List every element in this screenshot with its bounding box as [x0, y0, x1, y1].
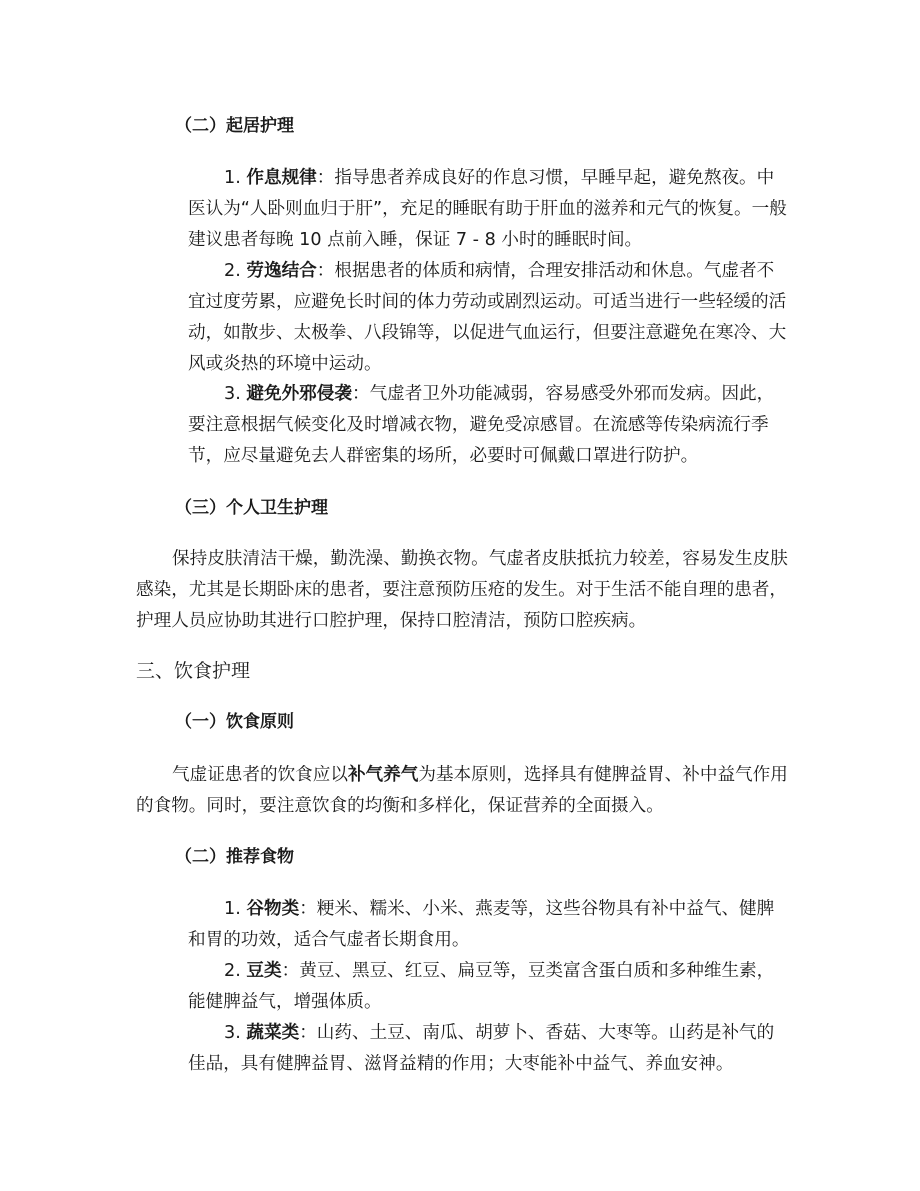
item-text: 指导患者养成良好的作息习惯，早睡早起，避免熬夜。中医认为“人卧则血归于肝”，充足的睡眠有助于肝血的滋养和元气的恢复。一般建议患者每晚 10 点前入睡，保证 7 - 8 小时的睡眠时间。: [188, 168, 787, 250]
principle-text-bold: 补气养气: [347, 765, 419, 785]
item-separator: ：: [299, 1023, 317, 1043]
item-separator: ：: [299, 899, 317, 919]
section-heading-diet-principles: （一）饮食原则: [175, 712, 294, 732]
item-number: 3.: [224, 384, 241, 404]
item-text: 山药、土豆、南瓜、胡萝卜、香菇、大枣等。山药是补气的佳品，具有健脾益胃、滋肾益精的作用；大枣能补中益气、养血安神。: [188, 1023, 775, 1074]
item-term: 豆类: [246, 961, 282, 981]
item-text: 气虚者卫外功能减弱，容易感受外邪而发病。因此，要注意根据气候变化及时增减衣物，避免受凉感冒。在流感等传染病流行季节，应尽量避免去人群密集的场所，必要时可佩戴口罩进行防护。: [188, 384, 775, 466]
diet-principles-paragraph: [136, 760, 788, 822]
item-separator: ：: [351, 384, 370, 404]
section-heading-hygiene-care: （三）个人卫生护理: [175, 498, 328, 518]
item-term: 避免外邪侵袭: [246, 384, 352, 404]
item-number: 2.: [224, 961, 241, 981]
item-separator: ：: [316, 168, 335, 188]
principle-text-pre: 气虚证患者的饮食应以: [172, 765, 348, 785]
item-term: 作息规律: [246, 168, 317, 188]
section-heading-recommended-foods: （二）推荐食物: [175, 847, 294, 867]
item-term: 劳逸结合: [246, 261, 317, 281]
section-title-diet-care: 三、饮食护理: [136, 660, 251, 682]
item-number: 1.: [224, 168, 241, 188]
item-number: 3.: [224, 1023, 241, 1043]
item-text: 黄豆、黑豆、红豆、扁豆等，豆类富含蛋白质和多种维生素，能健脾益气，增强体质。: [188, 961, 775, 1012]
item-separator: ：: [316, 261, 335, 281]
item-text: 根据患者的体质和病情，合理安排活动和休息。气虚者不宜过度劳累，应避免长时间的体力劳动或剧烈运动。可适当进行一些轻缓的活动，如散步、太极拳、八段锦等，以促进气血运行，但要注意避免在寒冷、大风或炎热的环境中运动。: [188, 261, 787, 374]
item-term: 蔬菜类: [246, 1023, 300, 1043]
list-item-work-rest-balance: [188, 256, 788, 380]
list-item-beans: [188, 956, 788, 1018]
hygiene-paragraph: 保持皮肤清洁干燥，勤洗澡、勤换衣物。气虚者皮肤抵抗力较差，容易发生皮肤感染，尤其是长期卧床的患者，要注意预防压疮的发生。对于生活不能自理的患者，护理人员应协助其进行口腔护理，保持口腔清洁，预防口腔疾病。: [136, 549, 788, 631]
list-item-avoid-pathogens: [188, 379, 788, 472]
item-text: 粳米、糯米、小米、燕麦等，这些谷物具有补中益气、健脾和胃的功效，适合气虚者长期食用。: [188, 899, 775, 950]
item-number: 1.: [224, 899, 241, 919]
item-separator: ：: [281, 961, 300, 981]
list-item-vegetables: [188, 1018, 788, 1080]
section-heading-living-care: （二）起居护理: [175, 116, 294, 136]
item-term: 谷物类: [246, 899, 300, 919]
list-item-grains: [188, 894, 788, 956]
item-number: 2.: [224, 261, 241, 281]
principle-text-post: 为基本原则，选择具有健脾益胃、补中益气作用的食物。同时，要注意饮食的均衡和多样化，保证营养的全面摄入。: [136, 765, 788, 816]
list-item-sleep-routine: [188, 163, 788, 256]
